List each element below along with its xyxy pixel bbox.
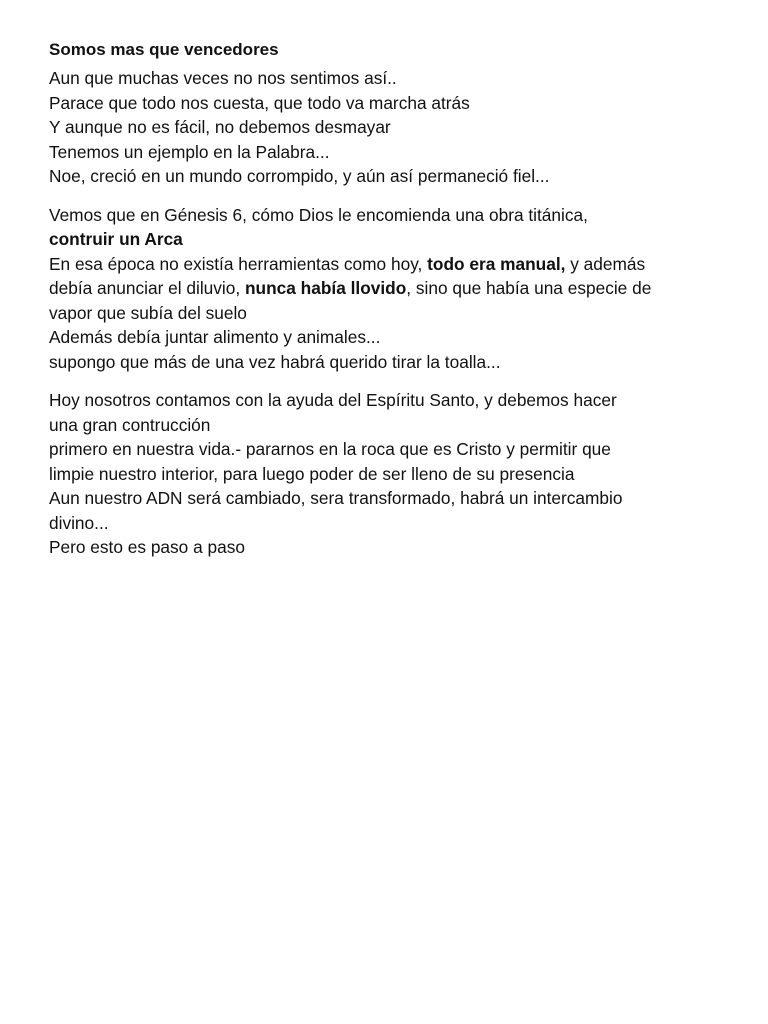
text-line: Aun que muchas veces no nos sentimos así.. [49,68,397,88]
bold-text-segment: todo era manual, [427,253,566,274]
text-line: Aun nuestro ADN será cambiado, sera transformado, habrá un intercambio [49,488,623,508]
text-line: Noe, creció en un mundo corrompido, y aún así permaneció fiel... [49,166,550,186]
text-line: Y aunque no es fácil, no debemos desmayar [49,117,391,137]
text-line: una gran contrucción [49,414,211,435]
text-line: divino... [49,512,109,533]
bold-text-segment: nunca había llovido [244,278,407,298]
paragraph-2 [49,203,729,375]
text-line [49,252,729,277]
text-line [49,276,729,301]
text-line: vapor que subía del suelo [49,302,247,323]
text-line: primero en nuestra vida.- pararnos en la roca que es Cristo y permitir que [49,439,611,459]
bold-text-line: contruir un Arca [49,229,183,249]
text-line: limpie nuestro interior, para luego poder de ser lleno de su presencia [49,463,575,484]
document-title: Somos mas que vencedores [49,40,279,59]
paragraph-3 [49,388,729,560]
text-line: Vemos que en Génesis 6, cómo Dios le encomienda una obra titánica, [49,204,588,225]
text-segment: y además [565,253,646,274]
text-line: Tenemos un ejemplo en la Palabra... [49,141,330,162]
text-line: supongo que más de una vez habrá querido tirar la toalla... [49,351,501,372]
paragraph-1 [49,66,729,189]
text-line: Pero esto es paso a paso [49,537,245,557]
text-line: Parace que todo nos cuesta, que todo va marcha atrás [49,92,470,113]
text-segment: debía anunciar el diluvio, [49,278,245,298]
text-line: Además debía juntar alimento y animales... [49,327,381,347]
document-page [49,38,729,574]
text-segment: En esa época no existía herramientas como hoy, [49,253,428,274]
text-line: Hoy nosotros contamos con la ayuda del Espíritu Santo, y debemos hacer [49,390,617,410]
text-segment: , sino que había una especie de [406,278,652,298]
